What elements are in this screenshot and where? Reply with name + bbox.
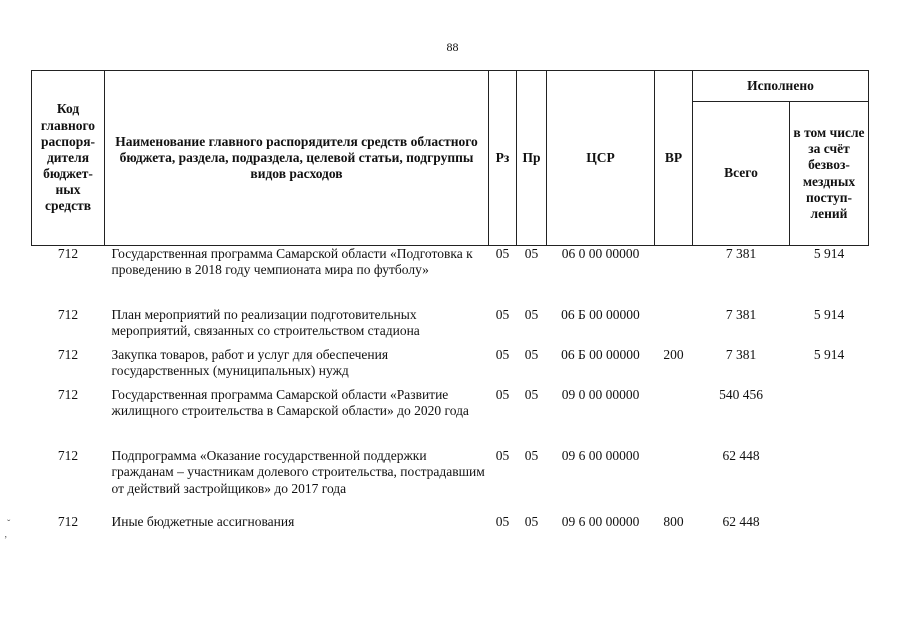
row-vr	[655, 448, 693, 514]
row-pr: 05	[524, 448, 539, 463]
row-vr: 800	[663, 514, 684, 529]
row-code: 712	[57, 514, 79, 529]
header-code: Код главного распоря-дителя бюджет-ных средств	[32, 71, 105, 246]
header-vr: ВР	[655, 71, 693, 246]
row-csr: 06 0 00 00000	[561, 246, 640, 261]
row-code: 712	[57, 347, 79, 362]
row-csr: 06 Б 00 00000	[561, 347, 640, 362]
row-code: 712	[57, 387, 79, 402]
row-vr	[655, 246, 693, 308]
scan-artifact: ˇ	[7, 519, 11, 530]
row-csr: 09 6 00 00000	[561, 448, 640, 463]
header-pr: Пр	[517, 71, 547, 246]
row-name: Закупка товаров, работ и услуг для обеспечения государственных (муниципальных) нужд	[111, 347, 389, 379]
row-rz: 05	[495, 514, 510, 529]
row-total: 7 381	[725, 307, 757, 322]
header-executed: Исполнено	[693, 71, 869, 102]
row-pr: 05	[524, 246, 539, 261]
row-total: 7 381	[725, 347, 757, 362]
budget-table	[31, 70, 869, 534]
row-csr: 06 Б 00 00000	[561, 307, 640, 322]
row-incl	[790, 514, 869, 534]
row-vr: 200	[663, 347, 684, 362]
row-code: 712	[57, 307, 79, 322]
row-pr: 05	[524, 387, 539, 402]
row-incl: 5 914	[813, 246, 845, 261]
row-total: 62 448	[722, 514, 760, 529]
row-total: 7 381	[725, 246, 757, 261]
table-row	[32, 307, 869, 347]
header-incl: в том числе за счёт безвоз-мездных поступ-лений	[790, 102, 869, 246]
row-pr: 05	[524, 347, 539, 362]
row-rz: 05	[495, 448, 510, 463]
row-total: 62 448	[722, 448, 760, 463]
header-name: Наименование главного распорядителя средств областного бюджета, раздела, подраздела, целевой статьи, подгруппы видов расходов	[105, 71, 489, 246]
row-pr: 05	[524, 514, 539, 529]
row-rz: 05	[495, 387, 510, 402]
table-row	[32, 387, 869, 448]
row-name: План мероприятий по реализации подготовительных мероприятий, связанных со строительством стадиона	[111, 307, 420, 339]
row-vr	[655, 307, 693, 347]
table-row	[32, 347, 869, 387]
row-incl: 5 914	[813, 307, 845, 322]
row-csr: 09 0 00 00000	[561, 387, 640, 402]
row-name: Государственная программа Самарской области «Подготовка к проведению в 2018 году чемпионата мира по футболу»	[111, 246, 473, 278]
row-name: Иные бюджетные ассигнования	[111, 514, 295, 529]
row-name: Подпрограмма «Оказание государственной поддержки гражданам – участникам долевого строительства, пострадавшим от действий застройщиков» до 2017 года	[111, 448, 485, 496]
row-csr: 09 6 00 00000	[561, 514, 640, 529]
row-incl	[790, 387, 869, 448]
row-pr: 05	[524, 307, 539, 322]
table-row	[32, 514, 869, 534]
page-number: 88	[446, 40, 459, 54]
header-row-top	[32, 71, 869, 102]
row-name: Государственная программа Самарской области «Развитие жилищного строительства в Самарской области» до 2020 года	[111, 387, 469, 419]
header-total: Всего	[693, 102, 790, 246]
row-rz: 05	[495, 246, 510, 261]
header-csr: ЦСР	[547, 71, 655, 246]
header-rz: Рз	[489, 71, 517, 246]
row-incl: 5 914	[813, 347, 845, 362]
table-row	[32, 246, 869, 308]
row-rz: 05	[495, 307, 510, 322]
table-row	[32, 448, 869, 514]
row-code: 712	[57, 246, 79, 261]
row-vr	[655, 387, 693, 448]
row-rz: 05	[495, 347, 510, 362]
row-incl	[790, 448, 869, 514]
row-total: 540 456	[719, 387, 763, 402]
scan-artifact: ʼ	[4, 535, 8, 546]
row-code: 712	[57, 448, 79, 463]
